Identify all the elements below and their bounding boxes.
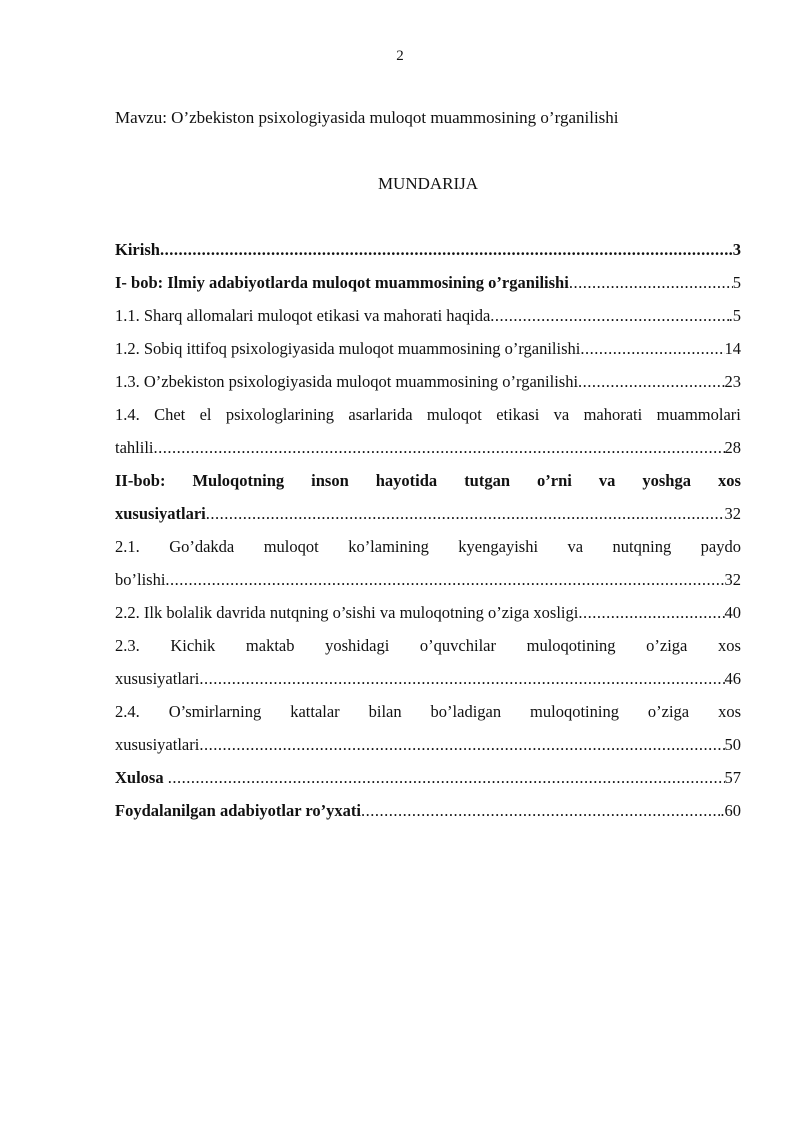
toc-entry-kirish[interactable] bbox=[115, 233, 741, 266]
toc-page-number: 23 bbox=[724, 372, 741, 391]
toc-entry-label-line: 2.4. O’smirlarning kattalar bilan bo’ladigan muloqotining o’ziga xos bbox=[115, 702, 741, 721]
toc-page-number: .3 bbox=[728, 240, 741, 259]
toc-page-number: 57 bbox=[724, 768, 741, 787]
toc-entry-label: 1.3. O’zbekiston psixologiyasida muloqot muammosining o’rganilishi bbox=[115, 372, 579, 391]
toc-entry-1-1[interactable] bbox=[115, 299, 741, 332]
toc-leader bbox=[490, 299, 728, 332]
toc-leader bbox=[165, 563, 724, 596]
table-of-contents bbox=[115, 233, 741, 827]
toc-entry-label-line: 1.4. Chet el psixologlarining asarlarida muloqot etikasi va mahorati muammolari bbox=[115, 405, 741, 424]
toc-page-number: 32 bbox=[724, 570, 741, 589]
toc-entry-label: I- bob: Ilmiy adabiyotlarda muloqot muammosining o’rganilishi bbox=[115, 273, 569, 292]
toc-page-number: 32 bbox=[724, 504, 741, 523]
toc-leader bbox=[578, 596, 724, 629]
toc-page-number: 14 bbox=[724, 339, 741, 358]
toc-leader bbox=[206, 497, 725, 530]
toc-page-number: 50 bbox=[724, 735, 741, 754]
toc-leader bbox=[160, 233, 729, 266]
toc-leader bbox=[154, 431, 725, 464]
toc-entry-label-line: 2.1. Go’dakda muloqot ko’lamining kyengayishi va nutqning paydo bbox=[115, 537, 741, 556]
toc-leader bbox=[199, 728, 724, 761]
toc-entry-continuation: bo’lishi ..... 32 bbox=[115, 563, 741, 596]
toc-entry-continuation: xususiyatlari ..... 32 bbox=[115, 497, 741, 530]
toc-entry-1-2[interactable] bbox=[115, 332, 741, 365]
toc-page-number: 46 bbox=[724, 669, 741, 688]
toc-entry-label: 2.2. Ilk bolalik davrida nutqning o’sishi va muloqotning o’ziga xosligi bbox=[115, 603, 579, 622]
toc-entry-label: Kirish bbox=[115, 240, 160, 259]
toc-entry-continuation: xususiyatlari ..... 50 bbox=[115, 728, 741, 761]
toc-title: MUNDARIJA bbox=[377, 174, 479, 193]
toc-leader bbox=[580, 332, 724, 365]
toc-leader bbox=[569, 266, 733, 299]
toc-leader bbox=[578, 365, 724, 398]
toc-entry-2-3[interactable] bbox=[115, 629, 741, 695]
toc-entry-label: 1.2. Sobiq ittifoq psixologiyasida muloqot muammosining o’rganilishi bbox=[115, 339, 581, 358]
toc-entry-continuation: xususiyatlari ..... 46 bbox=[115, 662, 741, 695]
toc-entry-1-3[interactable] bbox=[115, 365, 741, 398]
toc-entry-label-line: II-bob: Muloqotning inson hayotida tutgan o’rni va yoshga xos bbox=[115, 471, 741, 490]
toc-entry-xulosa[interactable] bbox=[115, 761, 741, 794]
toc-entry-label: Xulosa bbox=[115, 768, 168, 787]
toc-entry-2-4[interactable] bbox=[115, 695, 741, 761]
toc-page-number: .5 bbox=[728, 306, 741, 325]
toc-entry-chapter-1[interactable] bbox=[115, 266, 741, 299]
toc-leader bbox=[199, 662, 724, 695]
toc-page-number: 5 bbox=[732, 273, 741, 292]
toc-entry-label: Foydalanilgan adabiyotlar ro’yxati bbox=[115, 801, 362, 820]
toc-entry-label-line: 2.3. Kichik maktab yoshidagi o’quvchilar muloqotining o’ziga xos bbox=[115, 636, 741, 655]
toc-entry-chapter-2[interactable] bbox=[115, 464, 741, 530]
toc-page-number: 28 bbox=[724, 438, 741, 457]
toc-leader bbox=[361, 794, 720, 827]
toc-entry-label: 1.1. Sharq allomalari muloqot etikasi va mahorati haqida bbox=[115, 306, 491, 325]
toc-entry-2-1[interactable] bbox=[115, 530, 741, 596]
toc-entry-1-4[interactable] bbox=[115, 398, 741, 464]
page-number: 2 bbox=[396, 48, 404, 64]
toc-page-number: .60 bbox=[720, 801, 741, 820]
toc-page-number: 40 bbox=[724, 603, 741, 622]
document-topic: Mavzu: O’zbekiston psixologiyasida muloqot muammosining o’rganilishi bbox=[115, 108, 619, 127]
toc-entry-references[interactable] bbox=[115, 794, 741, 827]
toc-entry-continuation: tahlili ..... 28 bbox=[115, 431, 741, 464]
toc-leader bbox=[168, 761, 725, 794]
toc-entry-2-2[interactable] bbox=[115, 596, 741, 629]
